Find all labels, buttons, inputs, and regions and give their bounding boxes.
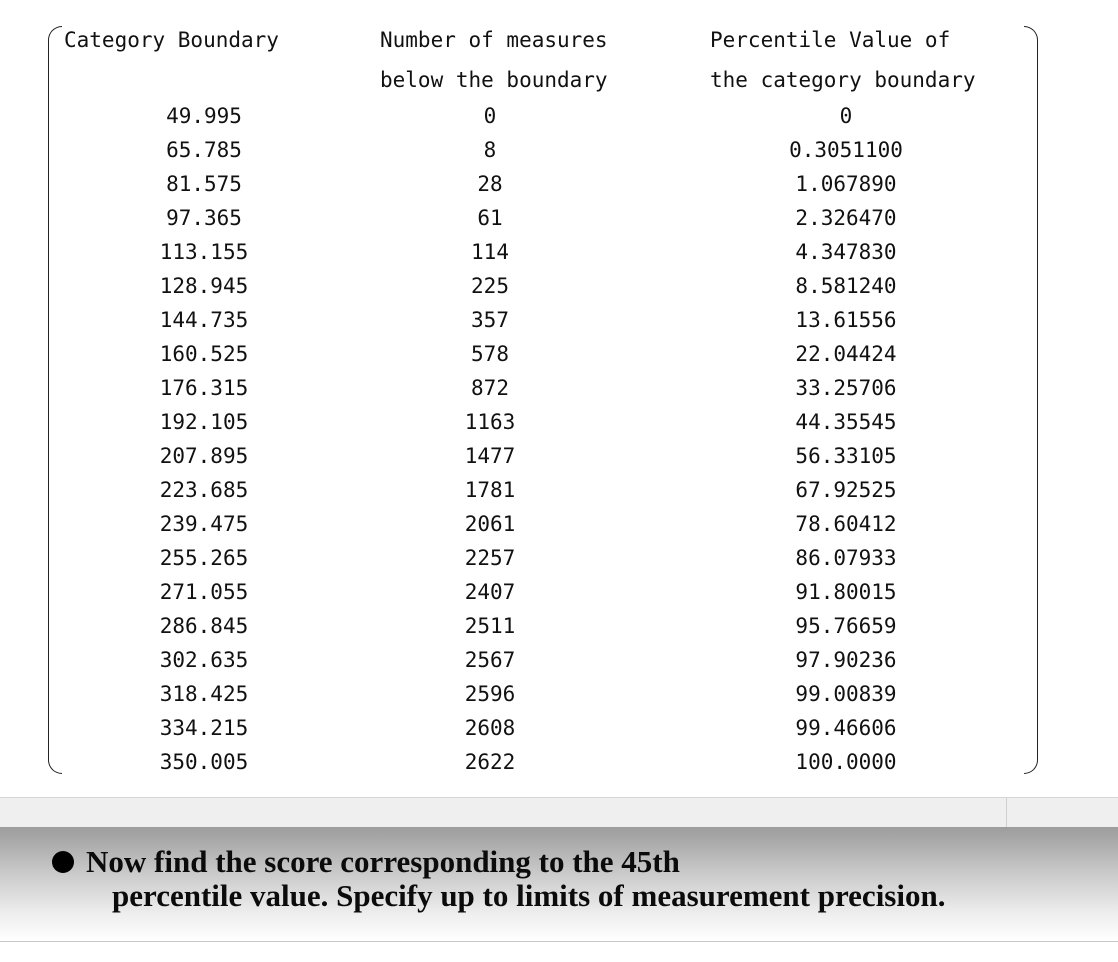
count-cell: 2622 [464,750,516,774]
bullet-icon [52,851,74,873]
table-row [48,643,1038,677]
table-row [48,439,1038,473]
boundary-cell: 97.365 [166,206,242,230]
count-cell: 2257 [464,546,516,570]
percentile-cell: 1.067890 [795,172,897,196]
percentile-cell: 91.80015 [795,580,897,604]
boundary-cell: 65.785 [166,138,242,162]
count-cell: 2608 [464,716,516,740]
table-row [48,677,1038,711]
table-row [48,745,1038,779]
table-row [48,405,1038,439]
instruction-line-1: Now find the score corresponding to the 45th [86,844,680,879]
table-row [48,235,1038,269]
boundary-cell: 192.105 [159,410,249,434]
percentile-cell: 22.04424 [795,342,897,366]
percentile-cell: 99.00839 [795,682,897,706]
boundary-cell: 81.575 [166,172,242,196]
percentile-cell: 95.76659 [795,614,897,638]
header-line: below the boundary [380,68,608,92]
count-cell: 872 [471,376,509,400]
percentile-cell: 4.347830 [795,240,897,264]
table-row [48,507,1038,541]
count-cell: 2567 [464,648,516,672]
header-line: Number of measures [380,28,608,52]
percentile-cell: 8.581240 [795,274,897,298]
table-row [48,575,1038,609]
count-cell: 2511 [464,614,516,638]
boundary-cell: 160.525 [159,342,249,366]
count-cell: 225 [471,274,509,298]
percentile-cell: 97.90236 [795,648,897,672]
boundary-cell: 207.895 [159,444,249,468]
header-line: Category Boundary [64,28,279,52]
table-row [48,711,1038,745]
output-matrix [48,26,1038,776]
boundary-cell: 144.735 [159,308,249,332]
count-cell: 28 [477,172,503,196]
boundary-cell: 255.265 [159,546,249,570]
boundary-cell: 350.005 [159,750,249,774]
instruction-line-2: percentile value. Specify up to limits of measurement precision. [112,878,946,913]
count-cell: 1163 [464,410,516,434]
percentile-cell: 99.46606 [795,716,897,740]
percentile-cell: 78.60412 [795,512,897,536]
table-body [48,99,1038,779]
boundary-cell: 223.685 [159,478,249,502]
instruction-text-cell[interactable] [0,827,1118,942]
percentile-cell: 56.33105 [795,444,897,468]
count-cell: 2407 [464,580,516,604]
table-row [48,473,1038,507]
boundary-cell: 302.635 [159,648,249,672]
boundary-cell: 334.215 [159,716,249,740]
table-row [48,269,1038,303]
table-row [48,609,1038,643]
table-row [48,167,1038,201]
count-cell: 2061 [464,512,516,536]
boundary-cell: 113.155 [159,240,249,264]
table-row [48,133,1038,167]
table-row [48,337,1038,371]
count-cell: 0 [483,104,497,128]
percentile-cell: 2.326470 [795,206,897,230]
count-cell: 114 [471,240,509,264]
header-number-of-measures [380,20,608,100]
table-row [48,201,1038,235]
count-cell: 2596 [464,682,516,706]
table-row [48,371,1038,405]
count-cell: 357 [471,308,509,332]
boundary-cell: 128.945 [159,274,249,298]
percentile-cell: 33.25706 [795,376,897,400]
percentile-cell: 0.3051100 [789,138,903,162]
boundary-cell: 271.055 [159,580,249,604]
percentile-cell: 100.0000 [795,750,897,774]
boundary-cell: 239.475 [159,512,249,536]
percentile-cell: 86.07933 [795,546,897,570]
boundary-cell: 49.995 [166,104,242,128]
cell-bracket-divider [1006,798,1007,828]
boundary-cell: 176.315 [159,376,249,400]
percentile-cell: 67.92525 [795,478,897,502]
header-percentile-value [710,20,976,100]
boundary-cell: 318.425 [159,682,249,706]
header-line: Percentile Value of [710,28,951,52]
count-cell: 1781 [464,478,516,502]
header-line: the category boundary [710,68,976,92]
boundary-cell: 286.845 [159,614,249,638]
percentile-cell: 44.35545 [795,410,897,434]
table-row [48,541,1038,575]
percentile-cell: 13.61556 [795,308,897,332]
cell-divider-bar[interactable] [0,797,1118,827]
count-cell: 61 [477,206,503,230]
percentile-cell: 0 [839,104,853,128]
table-row [48,303,1038,337]
count-cell: 578 [471,342,509,366]
table-row [48,99,1038,133]
header-category-boundary [64,20,279,60]
count-cell: 1477 [464,444,516,468]
count-cell: 8 [483,138,497,162]
